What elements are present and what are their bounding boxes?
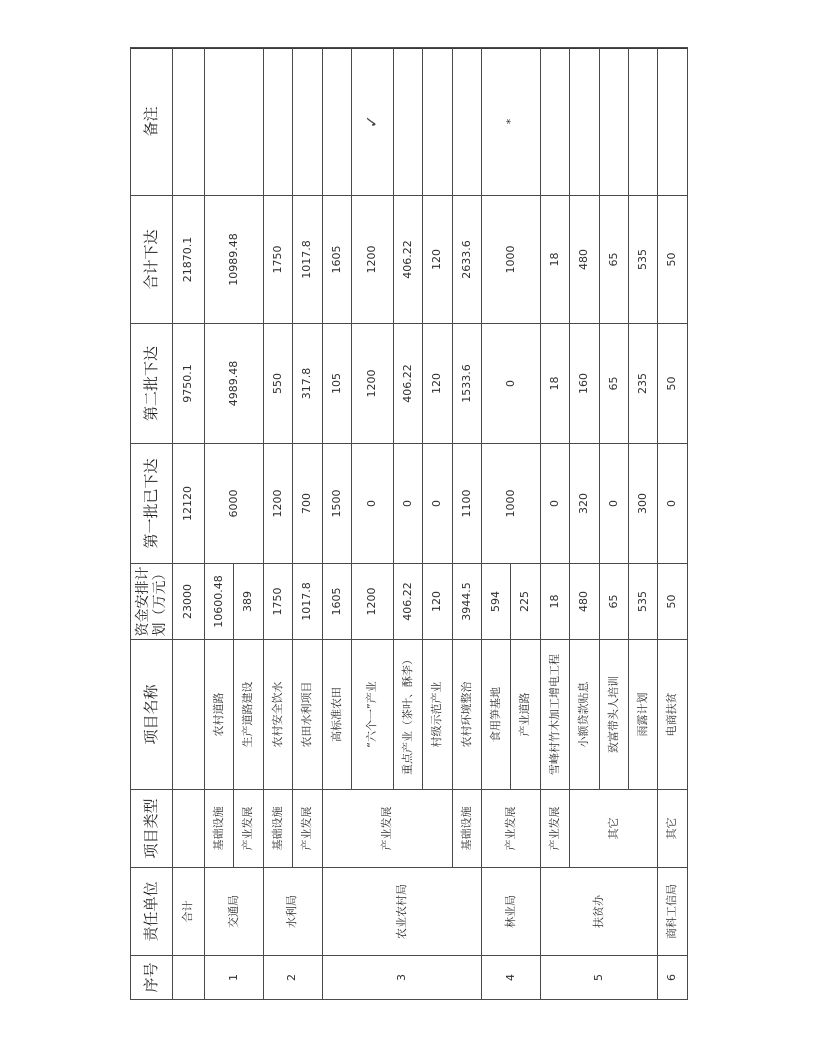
first-cell: 320: [570, 444, 599, 564]
second-cell: 235: [629, 324, 658, 444]
total-cell: 120: [423, 196, 452, 324]
header-unit: 责任单位: [131, 868, 173, 956]
name-cell: “六个一”产业: [352, 640, 394, 790]
seq-cell: 4: [482, 956, 541, 1000]
total-cell: 18: [540, 196, 569, 324]
note-cell: *: [482, 48, 541, 196]
unit-cell: 水利局: [263, 868, 322, 956]
total-cell: 2633.6: [452, 196, 481, 324]
total-cell: 480: [570, 196, 599, 324]
plan-cell: 120: [423, 564, 452, 640]
total-cell: 1017.8: [293, 196, 322, 324]
second-cell: 50: [658, 324, 688, 444]
first-cell: 0: [393, 444, 422, 564]
table-row: [658, 48, 688, 1000]
plan-cell: 1605: [322, 564, 351, 640]
table-row: [540, 48, 569, 1000]
second-cell: 160: [570, 324, 599, 444]
unit-cell: 交通局: [205, 868, 264, 956]
name-cell: 食用笋基地: [482, 640, 511, 790]
header-plan: 资金安排计划（万元）: [131, 564, 173, 640]
funding-table: [130, 47, 688, 1000]
plan-cell: 3944.5: [452, 564, 481, 640]
type-cell: 基础设施: [205, 790, 234, 868]
name-cell: 重点产业（茶叶、酥李）: [393, 640, 422, 790]
rotated-table-container: [130, 48, 688, 1000]
total-total: 21870.1: [173, 196, 205, 324]
second-cell: 105: [322, 324, 351, 444]
second-cell: 1200: [352, 324, 394, 444]
type-cell: 产业发展: [234, 790, 263, 868]
name-cell: 致富带头人培训: [599, 640, 628, 790]
seq-cell: 2: [263, 956, 322, 1000]
name-cell: 生产道路建设: [234, 640, 263, 790]
total-second: 9750.1: [173, 324, 205, 444]
plan-cell: 18: [540, 564, 569, 640]
plan-cell: 65: [599, 564, 628, 640]
unit-cell: 扶贫办: [540, 868, 658, 956]
total-row: [173, 48, 205, 1000]
total-cell: 1750: [263, 196, 292, 324]
unit-cell: 农业农村局: [322, 868, 481, 956]
table-row: [482, 48, 511, 1000]
first-cell: 1500: [322, 444, 351, 564]
type-cell: 产业发展: [482, 790, 541, 868]
second-cell: 120: [423, 324, 452, 444]
first-cell: 0: [540, 444, 569, 564]
name-cell: 雪峰村竹木加工增电工程: [540, 640, 569, 790]
type-cell: 产业发展: [322, 790, 452, 868]
name-cell: 雨露计划: [629, 640, 658, 790]
first-cell: 6000: [205, 444, 264, 564]
header-total: 合计下达: [131, 196, 173, 324]
table-row: [263, 48, 292, 1000]
unit-cell: 林业局: [482, 868, 541, 956]
type-cell: 其它: [658, 790, 688, 868]
name-cell: 农田水利项目: [293, 640, 322, 790]
table-row: [322, 48, 351, 1000]
header-type: 项目类型: [131, 790, 173, 868]
plan-cell: 1200: [352, 564, 394, 640]
plan-cell: 406.22: [393, 564, 422, 640]
second-cell: 4989.48: [205, 324, 264, 444]
seq-cell: 3: [322, 956, 481, 1000]
name-cell: 产业道路: [511, 640, 540, 790]
second-cell: 1533.6: [452, 324, 481, 444]
plan-cell: 480: [570, 564, 599, 640]
header-name: 项目名称: [131, 640, 173, 790]
second-cell: 0: [482, 324, 541, 444]
first-cell: 0: [658, 444, 688, 564]
plan-cell: 225: [511, 564, 540, 640]
type-cell: 产业发展: [540, 790, 569, 868]
total-cell: 65: [599, 196, 628, 324]
type-cell: 产业发展: [293, 790, 322, 868]
name-cell: 农村环境整治: [452, 640, 481, 790]
type-cell: 基础设施: [263, 790, 292, 868]
plan-cell: 594: [482, 564, 511, 640]
seq-cell: 5: [540, 956, 658, 1000]
first-cell: 1100: [452, 444, 481, 564]
second-cell: 317.8: [293, 324, 322, 444]
header-seq: 序号: [131, 956, 173, 1000]
total-cell: 1605: [322, 196, 351, 324]
total-cell: 406.22: [393, 196, 422, 324]
first-cell: 1200: [263, 444, 292, 564]
table-row: [452, 48, 481, 1000]
first-cell: 0: [423, 444, 452, 564]
total-cell: 10989.48: [205, 196, 264, 324]
total-cell: 535: [629, 196, 658, 324]
first-cell: 700: [293, 444, 322, 564]
name-cell: 电商扶贫: [658, 640, 688, 790]
name-cell: 农村道路: [205, 640, 234, 790]
name-cell: 小额贷款贴息: [570, 640, 599, 790]
name-cell: 农村安全饮水: [263, 640, 292, 790]
header-second: 第二批下达: [131, 324, 173, 444]
second-cell: 406.22: [393, 324, 422, 444]
seq-cell: 1: [205, 956, 264, 1000]
second-cell: 18: [540, 324, 569, 444]
first-cell: 1000: [482, 444, 541, 564]
plan-cell: 535: [629, 564, 658, 640]
total-cell: 1200: [352, 196, 394, 324]
plan-cell: 50: [658, 564, 688, 640]
total-label: 合计: [173, 868, 205, 956]
unit-cell: 商科工信局: [658, 868, 688, 956]
total-plan: 23000: [173, 564, 205, 640]
second-cell: 65: [599, 324, 628, 444]
table-row: [205, 48, 234, 1000]
first-cell: 0: [352, 444, 394, 564]
type-cell: 基础设施: [452, 790, 481, 868]
check-mark: ✓: [352, 48, 394, 196]
first-cell: 300: [629, 444, 658, 564]
total-cell: 50: [658, 196, 688, 324]
total-cell: 1000: [482, 196, 541, 324]
header-note: 备注: [131, 48, 173, 196]
plan-cell: 10600.48: [205, 564, 234, 640]
header-first: 第一批已下达: [131, 444, 173, 564]
total-first: 12120: [173, 444, 205, 564]
seq-cell: 6: [658, 956, 688, 1000]
first-cell: 0: [599, 444, 628, 564]
table-row: [570, 48, 599, 1000]
second-cell: 550: [263, 324, 292, 444]
header-row: [131, 48, 173, 1000]
plan-cell: 1017.8: [293, 564, 322, 640]
plan-cell: 389: [234, 564, 263, 640]
name-cell: 村级示范产业: [423, 640, 452, 790]
plan-cell: 1750: [263, 564, 292, 640]
table-row: [293, 48, 322, 1000]
type-cell: 其它: [570, 790, 658, 868]
name-cell: 高标准农田: [322, 640, 351, 790]
